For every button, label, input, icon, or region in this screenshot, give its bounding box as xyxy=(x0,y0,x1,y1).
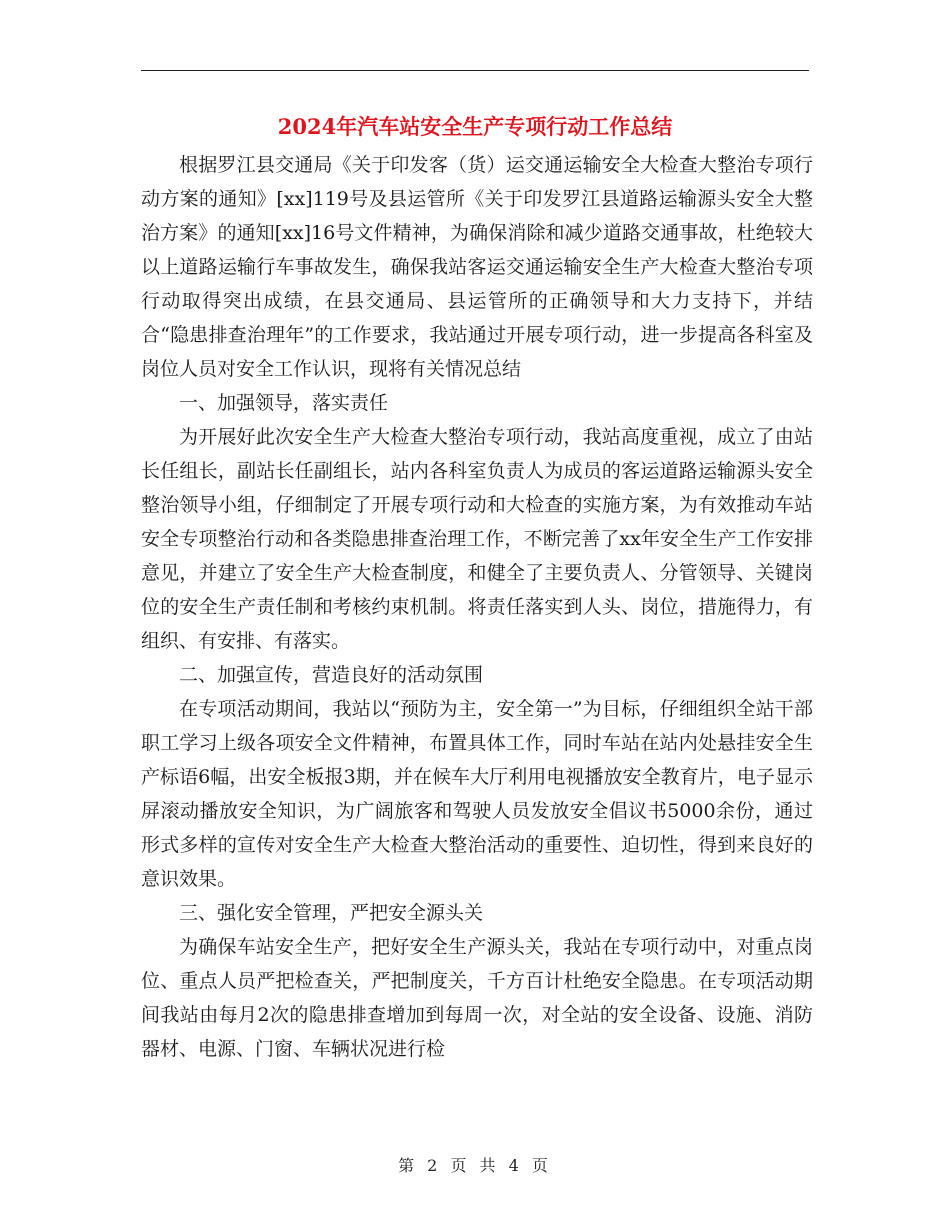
document-title: 2024年汽车站安全生产专项行动工作总结 xyxy=(277,114,673,139)
page-number: 第 2 页 共 4 页 xyxy=(398,1156,552,1175)
section-heading-2: 二、加强宣传，营造良好的活动氛围 xyxy=(179,664,484,686)
header-rule xyxy=(141,70,809,71)
section-heading-1: 一、加强领导，落实责任 xyxy=(179,392,389,414)
section-heading-3: 三、强化安全管理，严把安全源头关 xyxy=(179,902,484,924)
intro-paragraph: 根据罗江县交通局《关于印发客（货）运交通运输安全大检查大整治专项行动方案的通知》[xx]119号及县运管所《关于印发罗江县道路运输源头安全大整治方案》的通知[xx]16号文件精神，为确保消除和减少道路交通事故，杜绝较大以上道路运输行车事故发生，确保我站客运交通运输安全生产大检查大整治专项行动取得突出成绩，在县交通局、县运管所的正确领导和大力支持下，并结合“隐患排查治理年”的工作要求，我站通过开展专项行动，进一步提高各科室及岗位人员对安全工作认识，现将有关情况总结 xyxy=(141,154,813,380)
section-paragraph-2: 在专项活动期间，我站以“预防为主，安全第一”为目标，仔细组织全站干部职工学习上级各项安全文件精神，布置具体工作，同时车站在站内处悬挂安全生产标语6幅，出安全板报3期，并在候车大厅利用电视播放安全教育片，电子显示屏滚动播放安全知识，为广阔旅客和驾驶人员发放安全倡议书5000余份，通过形式多样的宣传对安全生产大检查大整治活动的重要性、迫切性，得到来良好的意识效果。 xyxy=(141,698,813,890)
section-paragraph-3: 为确保车站安全生产，把好安全生产源头关，我站在专项行动中，对重点岗位、重点人员严把检查关，严把制度关，千方百计杜绝安全隐患。在专项活动期间我站由每月2次的隐患排查增加到每周一次，对全站的安全设备、设施、消防器材、电源、门窗、车辆状况进行检 xyxy=(141,936,813,1060)
document-body xyxy=(141,148,813,1066)
section-paragraph-1: 为开展好此次安全生产大检查大整治专项行动，我站高度重视，成立了由站长任组长，副站长任副组长，站内各科室负责人为成员的客运道路运输源头安全整治领导小组，仔细制定了开展专项行动和大检查的实施方案，为有效推动车站安全专项整治行动和各类隐患排查治理工作，不断完善了xx年安全生产工作安排意见，并建立了安全生产大检查制度，和健全了主要负责人、分管领导、关键岗位的安全生产责任制和考核约束机制。将责任落实到人头、岗位，措施得力，有组织、有安排、有落实。 xyxy=(141,426,813,652)
